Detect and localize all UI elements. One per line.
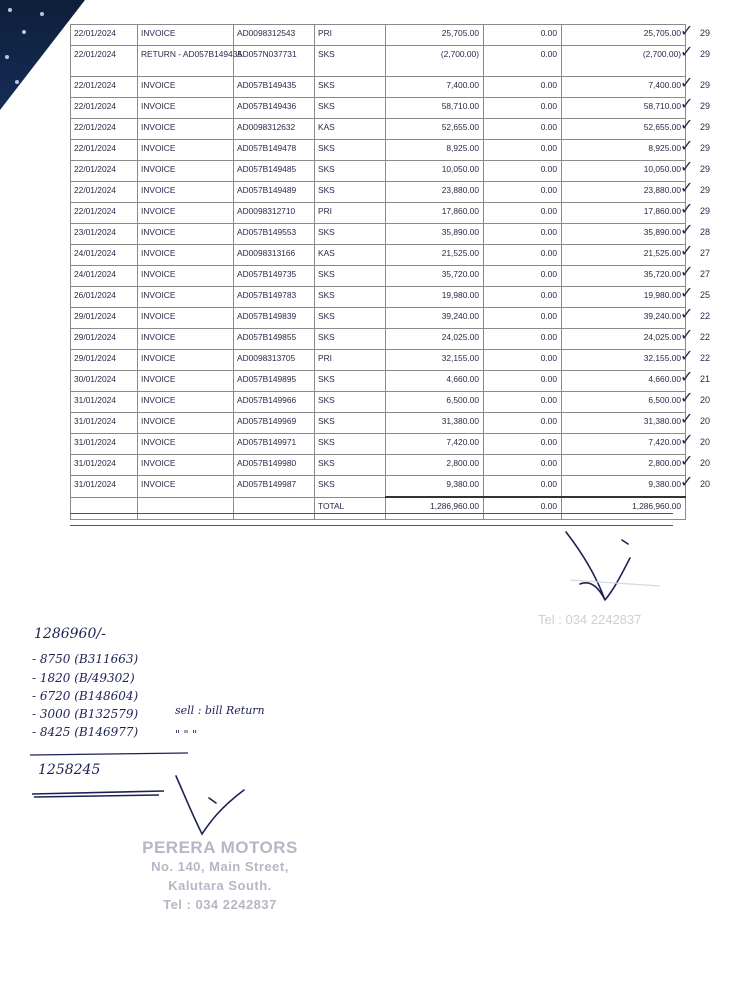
row-type: INVOICE [138, 224, 234, 245]
row-code: SKS [315, 182, 386, 203]
check-mark-icon: ✓ [680, 387, 694, 407]
table-row [71, 245, 686, 266]
row-paid: 0.00 [484, 371, 562, 392]
row-code: SKS [315, 77, 386, 98]
row-date: 30/01/2024 [71, 371, 138, 392]
table-row [71, 308, 686, 329]
total-blank [234, 497, 315, 520]
row-paid: 0.00 [484, 203, 562, 224]
row-amount: 39,240.00 [386, 308, 484, 329]
table-row [71, 371, 686, 392]
row-amount: 52,655.00 [386, 119, 484, 140]
table-row [71, 434, 686, 455]
row-code: KAS [315, 245, 386, 266]
row-paid: 0.00 [484, 308, 562, 329]
row-days: 29 [700, 27, 711, 38]
row-type: INVOICE [138, 308, 234, 329]
row-paid: 0.00 [484, 413, 562, 434]
row-type: INVOICE [138, 140, 234, 161]
row-balance: 35,720.00 [562, 266, 686, 287]
check-mark-icon: ✓ [680, 408, 694, 428]
table-row [71, 203, 686, 224]
divider-line [70, 513, 673, 514]
row-code: SKS [315, 413, 386, 434]
row-amount: 10,050.00 [386, 161, 484, 182]
row-code: SKS [315, 392, 386, 413]
row-type: INVOICE [138, 392, 234, 413]
row-days: 25 [700, 289, 711, 300]
check-mark-icon: ✓ [680, 93, 694, 113]
row-type: INVOICE [138, 25, 234, 46]
row-balance: 21,525.00 [562, 245, 686, 266]
row-amount: 58,710.00 [386, 98, 484, 119]
row-paid: 0.00 [484, 46, 562, 77]
row-amount: (2,700.00) [386, 46, 484, 77]
row-reference: AD057B149839 [234, 308, 315, 329]
stamp-phone: Tel : 034 2242837 [163, 897, 277, 912]
row-balance: 39,240.00 [562, 308, 686, 329]
table-row [71, 224, 686, 245]
row-code: SKS [315, 46, 386, 77]
row-paid: 0.00 [484, 182, 562, 203]
row-days: 29 [700, 100, 711, 111]
row-paid: 0.00 [484, 119, 562, 140]
faint-stamp-tel: Tel : 034 2242837 [538, 612, 642, 627]
row-code: SKS [315, 140, 386, 161]
row-reference: AD057B149971 [234, 434, 315, 455]
row-reference: AD057B149553 [234, 224, 315, 245]
total-balance: 1,286,960.00 [562, 497, 686, 520]
row-paid: 0.00 [484, 224, 562, 245]
corner-speck [22, 30, 26, 34]
row-reference: AD057B149783 [234, 287, 315, 308]
row-date: 22/01/2024 [71, 161, 138, 182]
check-mark-icon: ✓ [680, 114, 694, 134]
table-row [71, 476, 686, 498]
row-type: INVOICE [138, 77, 234, 98]
row-reference: AD0098312710 [234, 203, 315, 224]
row-balance: 17,860.00 [562, 203, 686, 224]
row-days: 20 [700, 457, 711, 468]
check-mark-icon: ✓ [680, 324, 694, 344]
total-paid: 0.00 [484, 497, 562, 520]
row-amount: 17,860.00 [386, 203, 484, 224]
total-label: TOTAL [315, 497, 386, 520]
check-mark-icon: ✓ [680, 240, 694, 260]
row-code: SKS [315, 476, 386, 498]
row-balance: 10,050.00 [562, 161, 686, 182]
table-row [71, 182, 686, 203]
table-row [71, 77, 686, 98]
row-paid: 0.00 [484, 161, 562, 182]
row-date: 22/01/2024 [71, 25, 138, 46]
handwritten-deduction: - 3000 (B132579) [32, 707, 139, 721]
row-days: 27 [700, 268, 711, 279]
row-date: 29/01/2024 [71, 350, 138, 371]
row-days: 21 [700, 373, 711, 384]
row-type: INVOICE [138, 161, 234, 182]
row-reference: AD057B149895 [234, 371, 315, 392]
stamp-name: PERERA MOTORS [142, 838, 298, 857]
row-date: 22/01/2024 [71, 182, 138, 203]
row-balance: 52,655.00 [562, 119, 686, 140]
check-mark-icon: ✓ [680, 72, 694, 92]
total-blank [138, 497, 234, 520]
row-code: KAS [315, 119, 386, 140]
check-mark-icon: ✓ [680, 303, 694, 323]
row-type: INVOICE [138, 245, 234, 266]
row-reference: AD057B149436 [234, 98, 315, 119]
handwritten-deduction: - 6720 (B148604) [32, 689, 139, 703]
corner-speck [5, 55, 9, 59]
row-type: INVOICE [138, 371, 234, 392]
row-code: SKS [315, 266, 386, 287]
row-days: 22 [700, 310, 711, 321]
row-reference: AD057B149980 [234, 455, 315, 476]
corner-speck [40, 12, 44, 16]
row-balance: 2,800.00 [562, 455, 686, 476]
row-balance: 35,890.00 [562, 224, 686, 245]
statement-rows [71, 20, 711, 520]
row-days: 29 [700, 142, 711, 153]
row-date: 31/01/2024 [71, 476, 138, 498]
row-code: SKS [315, 224, 386, 245]
row-reference: AD057B149855 [234, 329, 315, 350]
row-code: SKS [315, 308, 386, 329]
row-paid: 0.00 [484, 77, 562, 98]
row-balance: 7,420.00 [562, 434, 686, 455]
row-balance: 4,660.00 [562, 371, 686, 392]
row-reference: AD057B149478 [234, 140, 315, 161]
handwritten-total: 1286960/- [34, 626, 106, 642]
check-mark-icon: ✓ [680, 41, 694, 61]
row-reference: AD057B149987 [234, 476, 315, 498]
row-paid: 0.00 [484, 392, 562, 413]
row-code: SKS [315, 434, 386, 455]
handwritten-deduction: - 8425 (B146977) [32, 725, 139, 739]
table-row [71, 392, 686, 413]
row-amount: 9,380.00 [386, 476, 484, 498]
row-amount: 2,800.00 [386, 455, 484, 476]
row-date: 31/01/2024 [71, 392, 138, 413]
row-type: INVOICE [138, 350, 234, 371]
stamp-city: Kalutara South. [168, 878, 272, 893]
row-days: 29 [700, 184, 711, 195]
row-amount: 21,525.00 [386, 245, 484, 266]
row-amount: 8,925.00 [386, 140, 484, 161]
row-amount: 6,500.00 [386, 392, 484, 413]
row-date: 22/01/2024 [71, 77, 138, 98]
row-days: 27 [700, 247, 711, 258]
check-mark-icon: ✓ [680, 135, 694, 155]
row-reference: AD057B149966 [234, 392, 315, 413]
table-row [71, 266, 686, 287]
stamp-address: No. 140, Main Street, [151, 859, 289, 874]
corner-speck [15, 80, 19, 84]
row-code: SKS [315, 98, 386, 119]
corner-speck [8, 8, 12, 12]
divider-line [70, 525, 673, 526]
row-days: 22 [700, 331, 711, 342]
row-balance: 8,925.00 [562, 140, 686, 161]
table-row [71, 350, 686, 371]
check-mark-icon: ✓ [680, 450, 694, 470]
row-amount: 25,705.00 [386, 25, 484, 46]
row-type: INVOICE [138, 476, 234, 498]
row-reference: AD0098312543 [234, 25, 315, 46]
row-balance: 7,400.00 [562, 77, 686, 98]
check-mark-icon: ✓ [680, 156, 694, 176]
row-amount: 19,980.00 [386, 287, 484, 308]
handwritten-ditto: " " " [175, 728, 198, 741]
company-stamp [120, 838, 320, 914]
row-reference: AD057B149435 [234, 77, 315, 98]
table-row [71, 25, 686, 46]
row-date: 24/01/2024 [71, 245, 138, 266]
row-days: 20 [700, 415, 711, 426]
row-type: INVOICE [138, 329, 234, 350]
row-amount: 23,880.00 [386, 182, 484, 203]
row-paid: 0.00 [484, 287, 562, 308]
handwritten-result: 1258245 [38, 762, 101, 778]
row-type: INVOICE [138, 182, 234, 203]
row-balance: 9,380.00 [562, 476, 686, 498]
row-code: SKS [315, 371, 386, 392]
row-amount: 35,890.00 [386, 224, 484, 245]
row-days: 20 [700, 394, 711, 405]
table-row [71, 46, 686, 77]
row-reference: AD057B149969 [234, 413, 315, 434]
row-amount: 24,025.00 [386, 329, 484, 350]
check-mark-icon: ✓ [680, 20, 694, 40]
row-amount: 4,660.00 [386, 371, 484, 392]
row-paid: 0.00 [484, 434, 562, 455]
row-paid: 0.00 [484, 245, 562, 266]
row-code: PRI [315, 203, 386, 224]
check-mark-icon: ✓ [680, 261, 694, 281]
row-amount: 31,380.00 [386, 413, 484, 434]
row-type: INVOICE [138, 98, 234, 119]
check-mark-icon: ✓ [680, 198, 694, 218]
row-paid: 0.00 [484, 350, 562, 371]
check-mark-icon: ✓ [680, 345, 694, 365]
row-code: SKS [315, 161, 386, 182]
row-type: INVOICE [138, 434, 234, 455]
row-paid: 0.00 [484, 329, 562, 350]
total-row [71, 497, 686, 520]
row-reference: AD057B149485 [234, 161, 315, 182]
check-mark-icon: ✓ [680, 471, 694, 491]
row-amount: 7,420.00 [386, 434, 484, 455]
row-date: 31/01/2024 [71, 455, 138, 476]
row-days: 22 [700, 352, 711, 363]
row-code: PRI [315, 350, 386, 371]
row-days: 20 [700, 478, 711, 489]
row-days: 28 [700, 226, 711, 237]
row-reference: AD0098312632 [234, 119, 315, 140]
row-date: 22/01/2024 [71, 203, 138, 224]
row-date: 31/01/2024 [71, 434, 138, 455]
row-balance: 23,880.00 [562, 182, 686, 203]
row-date: 24/01/2024 [71, 266, 138, 287]
row-code: SKS [315, 329, 386, 350]
table-row [71, 455, 686, 476]
row-days: 29 [700, 48, 711, 59]
table-row [71, 413, 686, 434]
handwritten-deduction: - 8750 (B311663) [32, 652, 139, 666]
row-paid: 0.00 [484, 476, 562, 498]
table-row [71, 287, 686, 308]
row-reference: AD057N037731 [234, 46, 315, 77]
check-mark-icon: ✓ [680, 429, 694, 449]
row-days: 20 [700, 436, 711, 447]
check-mark-icon: ✓ [680, 282, 694, 302]
row-reference: AD057B149489 [234, 182, 315, 203]
row-reference: AD0098313705 [234, 350, 315, 371]
row-balance: 31,380.00 [562, 413, 686, 434]
row-balance: (2,700.00) [562, 46, 686, 77]
row-date: 29/01/2024 [71, 308, 138, 329]
row-date: 22/01/2024 [71, 140, 138, 161]
total-blank [71, 497, 138, 520]
row-type: INVOICE [138, 119, 234, 140]
row-type: INVOICE [138, 266, 234, 287]
check-mark-icon: ✓ [680, 366, 694, 386]
row-paid: 0.00 [484, 98, 562, 119]
row-code: PRI [315, 25, 386, 46]
row-paid: 0.00 [484, 266, 562, 287]
row-type: INVOICE [138, 455, 234, 476]
table-row [71, 98, 686, 119]
row-type: INVOICE [138, 287, 234, 308]
row-type: INVOICE [138, 413, 234, 434]
row-amount: 7,400.00 [386, 77, 484, 98]
table-row [71, 140, 686, 161]
row-days: 29 [700, 163, 711, 174]
row-balance: 6,500.00 [562, 392, 686, 413]
row-paid: 0.00 [484, 455, 562, 476]
handwritten-sum-line [28, 748, 193, 760]
statement-table [70, 20, 711, 520]
row-balance: 32,155.00 [562, 350, 686, 371]
table-row [71, 161, 686, 182]
row-paid: 0.00 [484, 140, 562, 161]
row-balance: 24,025.00 [562, 329, 686, 350]
check-mark-icon: ✓ [680, 219, 694, 239]
row-amount: 32,155.00 [386, 350, 484, 371]
row-amount: 35,720.00 [386, 266, 484, 287]
row-date: 23/01/2024 [71, 224, 138, 245]
row-paid: 0.00 [484, 25, 562, 46]
row-date: 31/01/2024 [71, 413, 138, 434]
row-code: SKS [315, 455, 386, 476]
table-row [71, 329, 686, 350]
row-reference: AD0098313166 [234, 245, 315, 266]
row-date: 22/01/2024 [71, 98, 138, 119]
row-date: 29/01/2024 [71, 329, 138, 350]
row-reference: AD057B149735 [234, 266, 315, 287]
row-days: 29 [700, 121, 711, 132]
row-date: 26/01/2024 [71, 287, 138, 308]
check-mark-icon: ✓ [680, 177, 694, 197]
row-code: SKS [315, 287, 386, 308]
handwritten-deduction: - 1820 (B/49302) [32, 671, 135, 685]
row-date: 22/01/2024 [71, 119, 138, 140]
row-type: INVOICE [138, 203, 234, 224]
row-balance: 25,705.00 [562, 25, 686, 46]
row-date: 22/01/2024 [71, 46, 138, 77]
row-days: 29 [700, 205, 711, 216]
row-balance: 19,980.00 [562, 287, 686, 308]
table-row [71, 119, 686, 140]
handwritten-note: sell : bill Return [175, 704, 265, 717]
row-days: 29 [700, 79, 711, 90]
row-balance: 58,710.00 [562, 98, 686, 119]
row-type: RETURN - AD057B149435 [138, 46, 234, 77]
total-amount: 1,286,960.00 [386, 497, 484, 520]
